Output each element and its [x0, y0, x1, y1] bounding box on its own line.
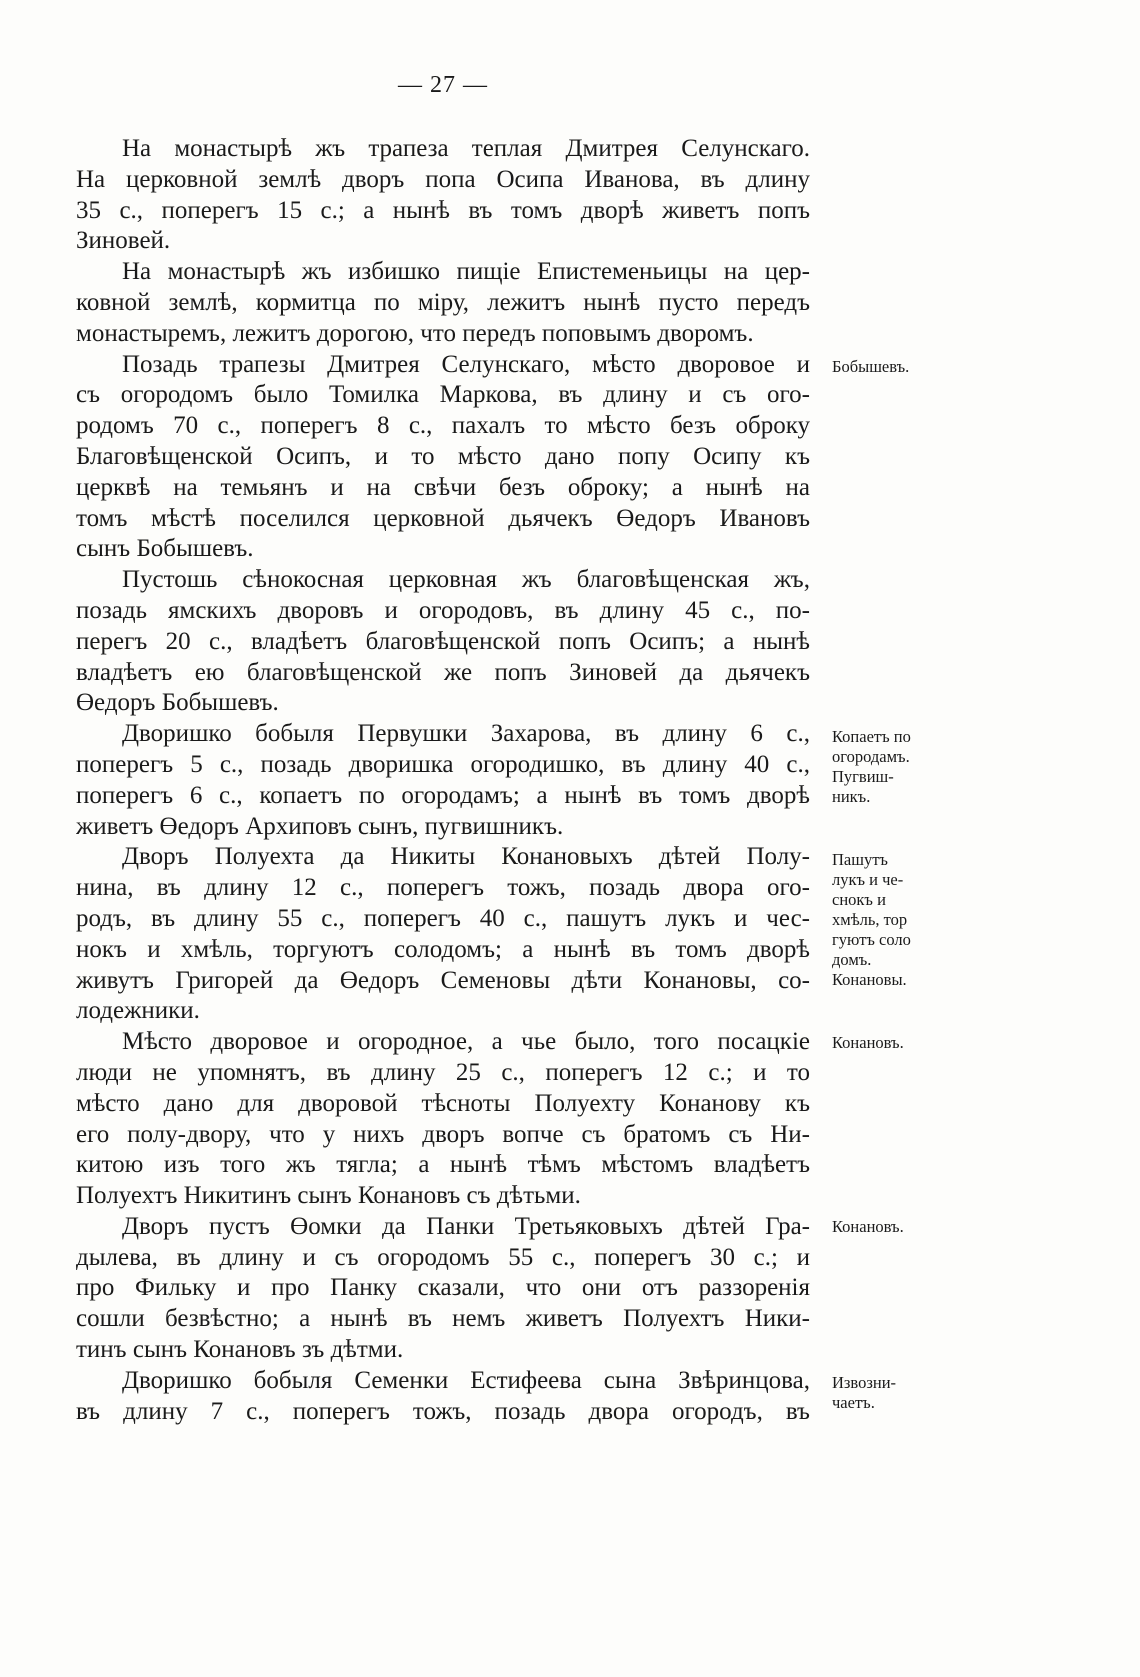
margin-note-line: Пугвиш- [832, 767, 894, 786]
text-line: тинъ сынъ Конановъ зъ дѣтми. [76, 1336, 404, 1364]
paragraph [76, 565, 810, 719]
text-line: сошли безвѣстно; а нынѣ въ немъ живетъ Полуехтъ Ники- [76, 1305, 810, 1333]
text-line: Пустошь сѣнокосная церковная жъ благовѣщенская жъ, [122, 566, 810, 594]
text-line: Дворишко бобыля Первушки Захарова, въ длину 6 с., [122, 720, 810, 748]
text-line: позадь ямскихъ дворовъ и огородовъ, въ длину 45 с., по- [76, 596, 810, 624]
text-line: владѣетъ ею благовѣщенской же попъ Зиновей да дьячекъ [76, 658, 810, 686]
text-line: Благовѣщенской Осипъ, и то мѣсто дано попу Осипу къ [76, 442, 810, 470]
paragraph [76, 134, 810, 257]
text-line: монастыремъ, лежитъ дорогою, что передъ поповымъ дворомъ. [76, 319, 754, 347]
margin-note-line: хмѣль, тор [832, 910, 908, 929]
text-line: поперегъ 5 с., позадь дворишка огородишко, въ длину 40 с., [76, 750, 810, 778]
text-line: родомъ 70 с., поперегъ 8 с., пахалъ то мѣсто безъ оброку [76, 412, 810, 440]
text-line: въ длину 7 с., поперегъ тожъ, позадь двора огородъ, въ [76, 1397, 810, 1425]
text-line: На монастырѣ жъ трапеза теплая Дмитрея Селунскаго. [122, 135, 810, 162]
text-line: Мѣсто дворовое и огородное, а чье было, того посацкіе [122, 1028, 810, 1056]
margin-note-line: Пашутъ [832, 850, 888, 869]
text-line: дылева, въ длину и съ огородомъ 55 с., поперегъ 30 с.; и [76, 1243, 810, 1271]
margin-note-line: лукъ и че- [832, 870, 904, 889]
main-text [76, 134, 810, 1427]
margin-note-line: снокъ и [832, 890, 886, 909]
text-line: томъ мѣстѣ поселился церковной дьячекъ Өедоръ Ивановъ [76, 504, 810, 532]
paragraph [76, 350, 810, 566]
text-line: его полу-двору, что у нихъ дворъ вопче съ братомъ съ Ни- [76, 1120, 810, 1148]
margin-note-line: огородамъ. [832, 747, 910, 766]
text-line: мѣсто дано для дворовой тѣсноты Полуехту Конанову къ [76, 1089, 810, 1117]
paragraph [76, 257, 810, 349]
text-line: 35 с., поперегъ 15 с.; а нынѣ въ томъ дворѣ живетъ попъ [76, 196, 810, 224]
paragraph [76, 719, 810, 842]
margin-note [832, 1373, 942, 1413]
text-line: Позадь трапезы Дмитрея Селунскаго, мѣсто дворовое и [122, 350, 810, 378]
text-line: живутъ Григорей да Өедоръ Семеновы дѣти Конановы, со- [76, 966, 810, 994]
text-line: родъ, въ длину 55 с., поперегъ 40 с., пашутъ лукъ и чес- [76, 904, 810, 932]
margin-note-line: Конановы. [832, 970, 907, 989]
margin-note-line: Конановъ. [832, 1033, 904, 1052]
text-line: Зиновей. [76, 227, 171, 255]
margin-note-line: никъ. [832, 787, 871, 806]
margin-note-line: Извозни- [832, 1373, 897, 1392]
margin-note-line: гуютъ соло [832, 930, 911, 949]
text-line: поперегъ 6 с., копаетъ по огородамъ; а нынѣ въ томъ дворѣ [76, 781, 810, 809]
margin-note-line: домъ. [832, 950, 872, 969]
paragraph [76, 1366, 810, 1428]
margin-note-line: Конановъ. [832, 1217, 904, 1236]
text-line: нина, въ длину 12 с., поперегъ тожъ, позадь двора ого- [76, 874, 810, 902]
paragraph [76, 1212, 810, 1366]
text-line: церквѣ на темьянъ и на свѣчи безъ оброку; а нынѣ на [76, 473, 810, 501]
text-line: люди не упомнятъ, въ длину 25 с., поперегъ 12 с.; и то [76, 1058, 810, 1086]
paragraph [76, 842, 810, 1027]
text-line: На церковной землѣ дворъ попа Осипа Иванова, въ длину [76, 165, 810, 193]
text-line: лодежники. [76, 997, 200, 1025]
text-line: китою изъ того жъ тягла; а нынѣ тѣмъ мѣстомъ владѣетъ [76, 1151, 810, 1179]
text-line: Өедоръ Бобышевъ. [76, 689, 279, 717]
margin-note-line: Копаетъ по [832, 727, 911, 746]
margin-note [832, 850, 942, 990]
text-line: сынъ Бобышевъ. [76, 535, 254, 563]
margin-note [832, 1217, 942, 1237]
margin-note-line: чаетъ. [832, 1393, 875, 1412]
text-line: перегъ 20 с., владѣетъ благовѣщенской попъ Осипъ; а нынѣ [76, 627, 810, 655]
margin-note [832, 357, 942, 377]
text-line: ковной землѣ, кормитца по міру, лежитъ нынѣ пусто передъ [76, 288, 810, 316]
margin-note [832, 727, 942, 807]
text-line: нокъ и хмѣль, торгуютъ солодомъ; а нынѣ въ томъ дворѣ [76, 935, 810, 963]
text-line: Дворъ пустъ Өомки да Панки Третьяковыхъ дѣтей Гра- [122, 1212, 810, 1240]
text-line: про Фильку и про Панку сказали, что они отъ раззоренія [76, 1274, 810, 1302]
text-line: На монастырѣ жъ избишко пищіе Епистеменьицы на цер- [122, 258, 810, 286]
text-line: живетъ Өедоръ Архиповъ сынъ, пугвишникъ. [76, 812, 564, 840]
margin-note-line: Бобышевъ. [832, 357, 910, 376]
text-line: съ огородомъ было Томилка Маркова, въ длину и съ ого- [76, 381, 810, 409]
page-number: — 27 — [398, 72, 488, 98]
text-line: Дворъ Полуехта да Никиты Конановыхъ дѣтей Полу- [122, 843, 810, 871]
text-line: Дворишко бобыля Семенки Естифеева сына Звѣринцова, [122, 1366, 810, 1394]
margin-note [832, 1033, 942, 1053]
text-line: Полуехтъ Никитинъ сынъ Конановъ съ дѣтьми. [76, 1182, 581, 1210]
paragraph [76, 1027, 810, 1212]
